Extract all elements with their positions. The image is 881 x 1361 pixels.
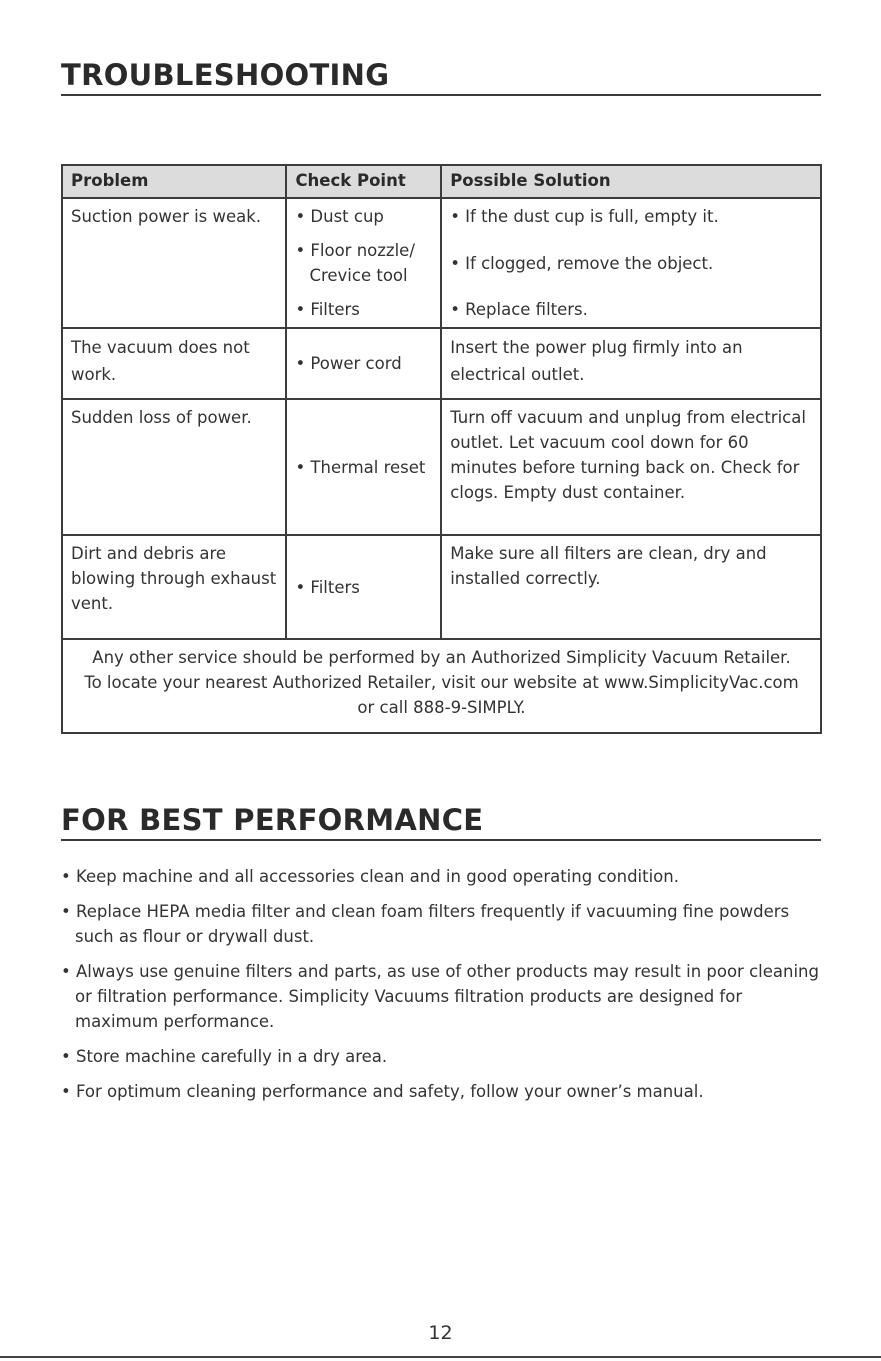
check-point-cell: [286, 198, 441, 328]
table-row: [62, 399, 821, 535]
troubleshooting-table: [61, 164, 822, 734]
check-point-cell: [286, 399, 441, 535]
header-possible-solution: Possible Solution: [441, 165, 821, 198]
header-problem: Problem: [62, 165, 286, 198]
solution-cell: Turn off vacuum and unplug from electrical outlet. Let vacuum cool down for 60 minutes before turning back on. Check for clogs. Empty dust container.: [441, 399, 821, 535]
solution-item: • Replace filters.: [450, 300, 588, 319]
service-note: Any other service should be performed by an Authorized Simplicity Vacuum Retailer. To locate your nearest Authorized Retailer, visit our website at www.SimplicityVac.com or call 888-9-SIMPLY.: [62, 639, 821, 733]
check-point-item: • Power cord: [295, 354, 402, 373]
check-point-cell: [286, 535, 441, 639]
problem-cell: Dirt and debris are blowing through exhaust vent.: [62, 535, 286, 639]
check-point-item: • Thermal reset: [295, 457, 426, 477]
solution-item: • If clogged, remove the object.: [450, 254, 714, 273]
table-footer-row: [62, 639, 821, 733]
problem-cell: Suction power is weak.: [62, 198, 286, 328]
problem-cell: The vacuum does not work.: [62, 328, 286, 399]
check-point-item: • Dust cup: [295, 207, 384, 226]
list-item: • Store machine carefully in a dry area.: [61, 1044, 821, 1069]
check-point-item: • Filters: [295, 577, 360, 597]
list-item: • For optimum cleaning performance and safety, follow your owner’s manual.: [61, 1079, 821, 1104]
table-row: [62, 328, 821, 399]
solution-cell: [441, 198, 821, 328]
list-item: • Keep machine and all accessories clean and in good operating condition.: [61, 864, 821, 889]
troubleshooting-heading: TROUBLESHOOTING: [61, 58, 821, 96]
best-performance-list: [61, 864, 821, 1114]
solution-cell: Make sure all filters are clean, dry and installed correctly.: [441, 535, 821, 639]
table-header-row: [62, 165, 821, 198]
best-performance-heading: FOR BEST PERFORMANCE: [61, 803, 821, 841]
list-item: • Replace HEPA media filter and clean foam filters frequently if vacuuming fine powders such as flour or drywall dust.: [61, 899, 821, 949]
table-row: [62, 535, 821, 639]
solution-cell: Insert the power plug firmly into an electrical outlet.: [441, 328, 821, 399]
solution-item: • If the dust cup is full, empty it.: [450, 207, 719, 226]
list-item: • Always use genuine filters and parts, as use of other products may result in poor cleaning or filtration performance. Simplicity Vacuums filtration products are designed for maximum performance.: [61, 959, 821, 1034]
table-row: [62, 198, 821, 328]
check-point-item: • Floor nozzle/ Crevice tool: [295, 241, 415, 285]
check-point-item: • Filters: [295, 300, 360, 319]
check-point-cell: [286, 328, 441, 399]
header-check-point: Check Point: [286, 165, 441, 198]
problem-cell: Sudden loss of power.: [62, 399, 286, 535]
bottom-divider: [0, 1356, 881, 1358]
page-number: 12: [428, 1322, 453, 1344]
